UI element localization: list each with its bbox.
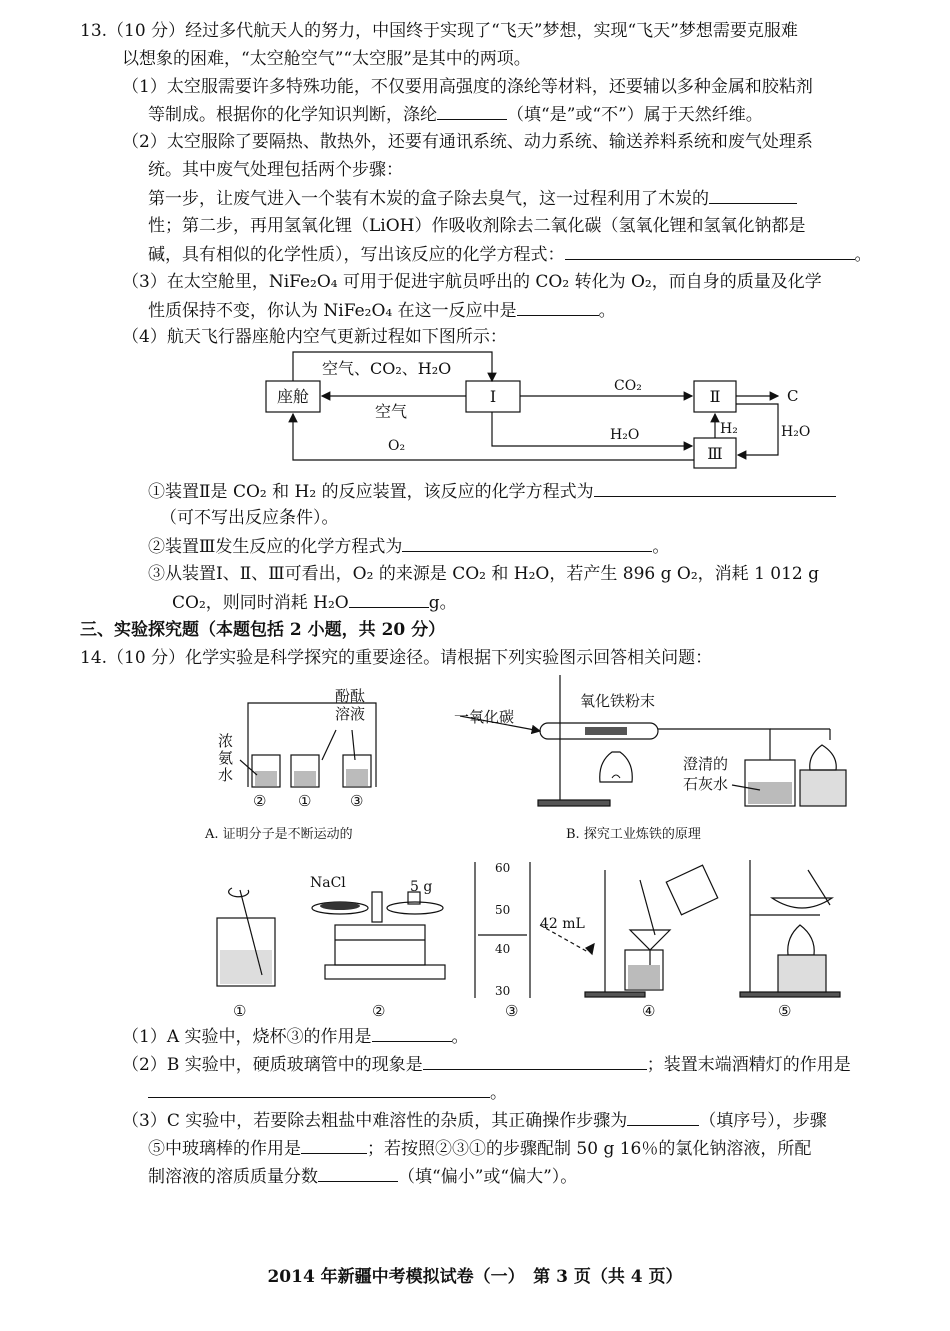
figC-tick-30: 30	[495, 984, 511, 998]
flow-label-inputs: 空气、CO₂、H₂O	[322, 359, 452, 378]
q13-part2-line2: 统。其中废气处理包括两个步骤：	[148, 160, 403, 180]
q14-part1-end: 。	[451, 1027, 469, 1047]
figC-step-2: ②	[372, 1002, 386, 1020]
q13-part4-line: （4）航天飞行器座舱内空气更新过程如下图所示：	[122, 327, 507, 347]
figC-tick-60: 60	[495, 861, 511, 875]
q14-part2-end: 。	[490, 1083, 507, 1103]
q14-part2-tail: ；装置末端酒精灯的作用是	[646, 1055, 851, 1075]
figA-ammonia-label-1: 浓	[218, 732, 234, 750]
figA-beaker-2: ②	[253, 792, 267, 810]
q13-part3-text: 性质保持不变，你认为 NiFe₂O₄ 在这一反应中是	[148, 301, 517, 321]
section-3-heading: 三、实验探究题（本题包括 2 小题，共 20 分）	[80, 620, 446, 640]
figC-nacl-label: NaCl	[310, 875, 346, 891]
answer-blank-step-order[interactable]	[627, 1107, 699, 1126]
q14-part3-line3	[148, 1163, 577, 1190]
figC-tick-50: 50	[495, 903, 511, 917]
figA-beaker-3: ③	[350, 792, 364, 810]
figA-ammonia-label-2: 氨	[218, 749, 234, 767]
answer-blank-concentration[interactable]	[318, 1163, 398, 1182]
figB-fe2o3-label: 氧化铁粉末	[580, 692, 656, 710]
q14-part2-line2	[148, 1079, 507, 1106]
q13-sub2-end: 。	[652, 537, 670, 557]
q13-part1-tail: （填“是”或“不”）属于天然纤维。	[507, 105, 763, 125]
figA-ammonia-label-3: 水	[218, 766, 234, 784]
figure-c5-evaporation	[740, 860, 840, 997]
q13-stem-line2: 以想象的困难，“太空舱空气”“太空服”是其中的两项。	[122, 49, 531, 69]
q14-part3-prep-text: ；若按照②③①的步骤配制 50 g 16％的氯化钠溶液，所配	[367, 1139, 812, 1159]
figC-step-3: ③	[505, 1002, 519, 1020]
q14-part1-line	[122, 1023, 469, 1050]
answer-blank-beaker3-role[interactable]	[372, 1023, 452, 1042]
q13-part2-end: 。	[854, 245, 872, 265]
figure-c2-balance	[312, 892, 445, 979]
flow-label-air: 空气	[375, 402, 408, 421]
figB-lime-label-1: 澄清的	[683, 755, 729, 773]
figC-step-1: ①	[233, 1002, 247, 1020]
figC-volume-label: 42 mL	[540, 916, 585, 932]
q14-part2-text: （2）B 实验中，硬质玻璃管中的现象是	[122, 1055, 423, 1075]
figC-step-4: ④	[642, 1002, 656, 1020]
cabin-label: 座舱	[276, 387, 310, 406]
figure-c1-dissolving	[217, 888, 275, 986]
q14-stem: 14.（10 分）化学实验是科学探究的重要途径。请根据下列实验图示回答相关问题：	[80, 648, 713, 668]
q13-sub3-text: CO₂，则同时消耗 H₂O	[172, 593, 349, 613]
figure-c4-filtration	[585, 865, 718, 997]
q13-sub3-end: g。	[428, 593, 457, 613]
q14-part3-end: （填“偏小”或“偏大”）。	[398, 1167, 578, 1187]
page-footer: 2014 年新疆中考模拟试卷（一） 第 3 页（共 4 页）	[267, 1267, 683, 1287]
flow-label-o2: O₂	[388, 438, 406, 454]
q14-part3-line2	[148, 1135, 811, 1162]
q13-sub2-text: ②装置Ⅲ发生反应的化学方程式为	[148, 537, 403, 557]
q13-stem-line1: 13.（10 分）经过多代航天人的努力，中国终于实现了“飞天”梦想，实现“飞天”梦想需要克服难	[80, 21, 798, 41]
q13-sub1-text: ①装置Ⅱ是 CO₂ 和 H₂ 的反应装置，该反应的化学方程式为	[148, 482, 594, 502]
flow-label-h2o-a: H₂O	[610, 427, 640, 443]
q14-part3-line1	[122, 1107, 827, 1134]
q14-part2-line1	[122, 1051, 851, 1078]
q13-part3-line1: （3）在太空舱里，NiFe₂O₄ 可用于促进宇航员呼出的 CO₂ 转化为 O₂，而自身的质量及化学	[122, 272, 822, 292]
flow-label-co2: CO₂	[614, 378, 642, 394]
figC-tick-40: 40	[495, 942, 511, 956]
q13-part2-line1: （2）太空服除了要隔热、散热外，还要有通讯系统、动力系统、输送养料系统和废气处理系	[122, 132, 813, 152]
figC-weight-label: 5 g	[410, 879, 433, 895]
figA-caption: A. 证明分子是不断运动的	[205, 827, 353, 842]
device-2-label: Ⅱ	[709, 387, 721, 406]
figB-caption: B. 探究工业炼铁的原理	[566, 827, 701, 842]
q13-part1-text: 等制成。根据你的化学知识判断，涤纶	[148, 105, 437, 125]
flow-label-h2o-b: H₂O	[781, 424, 811, 440]
q13-part3-end: 。	[598, 301, 616, 321]
q13-part2-text: 第一步，让废气进入一个装有木炭的盒子除去臭气，这一过程利用了木炭的	[148, 189, 709, 209]
q14-part3-rod-text: ⑤中玻璃棒的作用是	[148, 1139, 301, 1159]
q13-sub1-line2: （可不写出反应条件）。	[160, 508, 339, 528]
device-1-label: Ⅰ	[489, 387, 497, 406]
answer-blank-burner-role[interactable]	[148, 1079, 490, 1098]
flow-label-c: C	[787, 387, 799, 405]
figA-solution-label: 溶液	[335, 705, 366, 723]
q13-part2-line4: 性；第二步，再用氢氧化锂（LiOH）作吸收剂除去二氧化碳（氢氧化锂和氢氧化钠都是	[148, 216, 806, 236]
figB-lime-label-2: 石灰水	[683, 775, 729, 793]
figB-co-label: 一氧化碳	[454, 708, 515, 726]
figA-phenol-label: 酚酞	[335, 687, 366, 705]
answer-blank-tube-phenomenon[interactable]	[423, 1051, 647, 1070]
q14-part3-tail: （填序号），步骤	[699, 1111, 827, 1131]
q14-part3-conc-text: 制溶液的溶质质量分数	[148, 1167, 318, 1187]
q13-part2-prompt: 碱，具有相似的化学性质），写出该反应的化学方程式：	[148, 245, 565, 265]
figA-beaker-1: ①	[298, 792, 312, 810]
q13-sub3-line1: ③从装置Ⅰ、Ⅱ、Ⅲ可看出，O₂ 的来源是 CO₂ 和 H₂O，若产生 896 g O₂，消耗 1 012 g	[148, 564, 820, 584]
device-3-label: Ⅲ	[707, 444, 723, 463]
answer-blank-rod-role[interactable]	[301, 1135, 367, 1154]
figC-step-5: ⑤	[778, 1002, 792, 1020]
q13-part1-line1: （1）太空服需要许多特殊功能，不仅要用高强度的涤纶等材料，还要辅以多种金属和胶粘剂	[122, 77, 813, 97]
q14-part3-text: （3）C 实验中，若要除去粗盐中难溶性的杂质，其正确操作步骤为	[122, 1111, 628, 1131]
flow-label-h2: H₂	[720, 421, 738, 437]
q14-part1-text: （1）A 实验中，烧杯③的作用是	[122, 1027, 372, 1047]
